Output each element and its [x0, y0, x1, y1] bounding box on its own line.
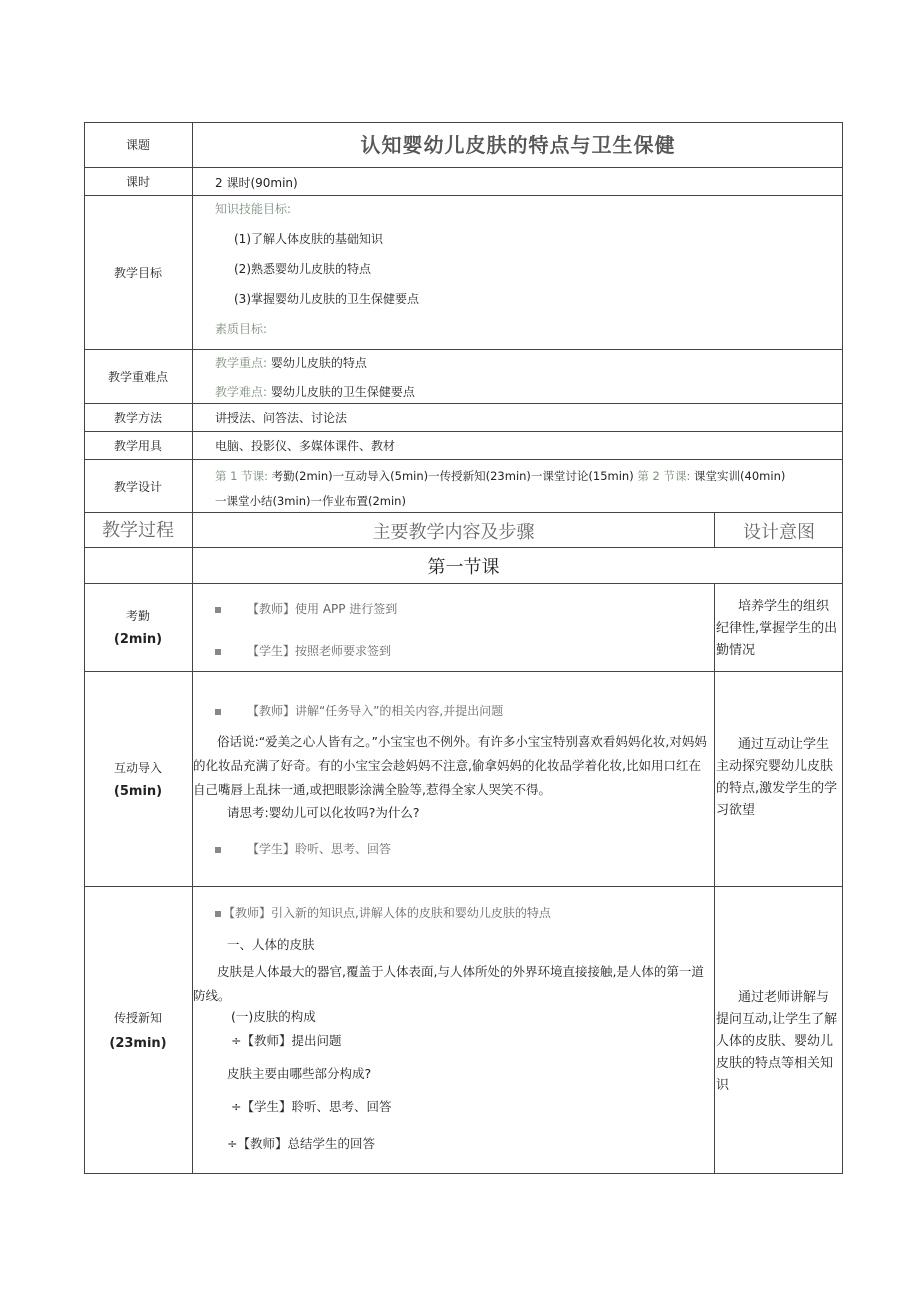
attendance-teacher: 【教师】使用 APP 进行签到: [247, 602, 398, 616]
newknow-label-cell: [84, 887, 192, 1174]
hours-value: 2 课时(90min): [215, 176, 298, 190]
bullet-icon: [215, 607, 221, 613]
key-point-value: 婴幼儿皮肤的特点: [270, 356, 367, 370]
tools-label: 教学用具: [113, 439, 162, 453]
page-title: 认知婴幼儿皮肤的特点与卫生保健: [360, 133, 676, 157]
design-line2: 一课堂小结(3min)一作业布置(2min): [215, 494, 406, 508]
newknow-intent: 通过老师讲解与提问互动,让学生了解人体的皮肤、婴幼儿皮肤的特点等相关知识: [716, 990, 838, 1093]
goals-row: [84, 196, 843, 350]
intro-intent: 通过互动让学生主动探究婴幼儿皮肤的特点,激发学生的学习欲望: [716, 737, 838, 818]
difficulty-value: 婴幼儿皮肤的卫生保健要点: [270, 385, 415, 399]
newknow-label: 传授新知: [113, 1010, 162, 1025]
design-s1-value: 考勤(2min)一互动导入(5min)一传授新知(23min)一课堂讨论(15min): [271, 469, 634, 483]
goals-label: 教学目标: [113, 266, 162, 280]
intro-time: (5min): [113, 783, 163, 799]
bullet-icon: [215, 911, 221, 917]
col-intent-header: 设计意图: [743, 521, 815, 543]
newknow-row: [84, 887, 843, 1174]
goals-quality-heading: 素质目标:: [215, 322, 268, 336]
newknow-t2: ÷【教师】总结学生的回答: [227, 1136, 375, 1151]
column-divider: [714, 584, 715, 1174]
attendance-time: (2min): [113, 632, 163, 647]
design-row: [84, 460, 843, 513]
method-row: [84, 404, 843, 432]
design-s2-value: 课堂实训(40min): [694, 469, 786, 483]
bullet-icon: [215, 847, 221, 853]
newknow-h2: (一)皮肤的构成: [231, 1009, 316, 1024]
newknow-t1: ÷【教师】提出问题: [231, 1033, 342, 1048]
method-label: 教学方法: [113, 411, 162, 425]
newknow-p1: 皮肤是人体最大的器官,覆盖于人体表面,与人体所处的外界环境直接接触,是人体的第一道防线。: [193, 964, 704, 1003]
difficulty-label: 教学难点:: [215, 385, 268, 399]
intro-row: [84, 672, 843, 887]
attendance-student: 【学生】按照老师要求签到: [247, 644, 392, 658]
newknow-s1: ÷【学生】聆听、思考、回答: [231, 1099, 392, 1114]
section-title-row: [84, 548, 843, 584]
intro-question: 请思考:婴幼儿可以化妆吗?为什么?: [227, 805, 420, 820]
newknow-time: (23min): [109, 1035, 167, 1051]
design-s2-label: 第 2 节课:: [637, 469, 691, 483]
key-points-row: [84, 350, 843, 404]
section-title: 第一节课: [427, 557, 500, 578]
col-content-header: 主要教学内容及步骤: [372, 521, 535, 543]
tools-row: [84, 432, 843, 460]
newknow-q1: 皮肤主要由哪些部分构成?: [227, 1066, 372, 1081]
method-value: 讲授法、问答法、讨论法: [215, 411, 348, 425]
intro-label-cell: [84, 672, 192, 887]
column-divider: [714, 513, 715, 548]
col-process-header: 教学过程: [102, 519, 174, 541]
intro-teacher: 【教师】讲解“任务导入”的相关内容,并提出问题: [247, 704, 504, 718]
hours-row: [84, 168, 843, 196]
key-points-label: 教学重难点: [107, 370, 168, 384]
design-label: 教学设计: [113, 479, 162, 494]
attendance-label: 考勤: [125, 609, 150, 623]
intro-story: 俗话说:“爱美之心人皆有之。”小宝宝也不例外。有许多小宝宝特别喜欢看妈妈化妆,对妈妈的化妆品充满了好奇。有的小宝宝会趁妈妈不注意,偷拿妈妈的化妆品学着化妆,比如用口红在自己嘴唇上乱抹一通,或把眼影涂满全脸等,惹得全家人哭笑不得。: [193, 734, 707, 797]
column-divider: [192, 122, 193, 1174]
process-header-row: [84, 513, 843, 548]
lesson-plan-page: [84, 122, 843, 1174]
goal-item-3: (3)掌握婴幼儿皮肤的卫生保健要点: [234, 292, 419, 306]
newknow-h1: 一、人体的皮肤: [227, 937, 315, 952]
bullet-icon: [215, 649, 221, 655]
bullet-icon: [215, 709, 221, 715]
attendance-label-cell: [84, 584, 192, 672]
topic-label: 课题: [125, 138, 150, 152]
topic-row: [84, 122, 843, 168]
attendance-intent: 培养学生的组织纪律性,掌握学生的出勤情况: [716, 599, 838, 658]
goals-knowledge-heading: 知识技能目标:: [215, 202, 292, 216]
goal-item-2: (2)熟悉婴幼儿皮肤的特点: [234, 262, 371, 276]
attendance-row: [84, 584, 843, 672]
intro-student: 【学生】聆听、思考、回答: [247, 842, 392, 856]
goal-item-1: (1)了解人体皮肤的基础知识: [234, 232, 383, 246]
intro-label: 互动导入: [113, 760, 162, 775]
newknow-teacher: 【教师】引入新的知识点,讲解人体的皮肤和婴幼儿皮肤的特点: [223, 906, 551, 920]
hours-label: 课时: [125, 175, 150, 189]
design-s1-label: 第 1 节课:: [215, 469, 269, 483]
key-point-label: 教学重点:: [215, 356, 268, 370]
tools-value: 电脑、投影仪、多媒体课件、教材: [215, 439, 396, 453]
